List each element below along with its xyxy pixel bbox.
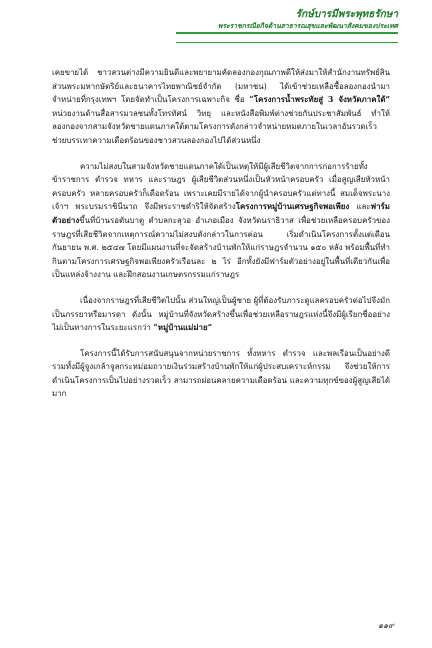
p3-widow-village: “หมู่บ้านแม่ม่าย” bbox=[153, 323, 213, 333]
p2-text-b: ขึ้นที่บ้านรอตันบาตู ตำบลกะลุวอ อำเภอเมือง จังหวัดนราธิวาส เพื่อช่วยเหลือครอบครัวของราษฎรที่เสียชีวิตจากเหตุการณ์ความไม่สงบดังกล่าวในการต่อน เริ่มดำเนินโครงการตั้งแต่เดือนกันยายน พ.ศ. ๒๕๔๗ โดยมีแผนงานที่จะจัดสร้างบ้านพักให้แก่ราษฎรจำนวน ๑๕๐ หลัง พร้อมพื้นที่ทำกินตามโครงการเศรษฐกิจพอเพียงครัวเรือนละ ๒ ไร่ อีกทั้งยังมีฟาร์มตัวอย่างอยู่ในพื้นที่เดียวกันเพื่อเป็นแหล่งจ้างงาน และฝึกสอนงานเกษตรกรรมแก่ราษฎร bbox=[52, 215, 390, 280]
p2-text-and: และ bbox=[349, 202, 371, 212]
header-rule-thin bbox=[176, 42, 398, 43]
header-rule bbox=[176, 32, 398, 34]
paragraph-1 bbox=[52, 66, 390, 148]
p4-text: โครงการนี้ได้รับการสนับสนุนจากหน่วยราชการ ทั้งทหาร ตำรวจ และพลเรือนเป็นอย่างดี รวมทั้งมีผู้จูงเกล้าจูลกระหม่อมถวายเงินร่วมสร้างบ้านพักให้แก่ผู้ประสบเคราะห์กรรม จึงช่วยให้การดำเนินโครงการเป็นไปอย่างรวดเร็ว สามารถผ่อนคลายความเดือดร้อน และความทุกข์ของผู้สูญเสียได้มาก bbox=[52, 348, 390, 399]
paragraph-3 bbox=[52, 294, 390, 335]
p3-text-a: เนื่องจากราษฎรที่เสียชีวิตไปนั้น ส่วนใหญ่เป็นผู้ชาย ผู้ที่ต้องรับภาระดูแลครอบครัวต่อไปจึงมักเป็นภรรยาหรือมารดา ดังนั้น หมู่บ้านที่จังหวัดสร้างขึ้นเพื่อช่วยเหลือราษฎรแห่งนี้จึงมีผู้เรียกชื่ออย่างไม่เป็นทางการในระยะแรกว่า bbox=[52, 295, 390, 333]
paragraph-4 bbox=[52, 347, 390, 401]
p2-model-farm: ฟาร์มตัวอย่าง bbox=[52, 202, 390, 225]
page-number: ๑๑๙ bbox=[377, 621, 394, 630]
body-text bbox=[52, 66, 390, 413]
header-subtitle: พระราชกรณียกิจด้านสาธารณสุขและพัฒนาสังคมของประเทศ bbox=[217, 22, 398, 30]
header-title: รักษ์บารมีพระพุทธรักษา bbox=[295, 9, 398, 20]
p2-village-project: โครงการหมู่บ้านเศรษฐกิจพอเพียง bbox=[235, 202, 350, 212]
page-header bbox=[108, 8, 398, 31]
p1-text-a: เคยขายได้ ชาวสวนต่างมีความยินดีและพยายามคัดลองกองกุณภาพดีให้ส่งมาให้สำนักงานทรัพย์สินส่วนพระมหากษัตริย์และธนาคารไทยพาณิชย์จำกัด (มหาชน) ได้เข้าช่วยเหลือซื้อลองกองนำมาจำหน่ายที่กรุงเทพฯ โดยจัดทำเป็นโครงการเฉพาะกิจ ชื่อ bbox=[52, 68, 390, 105]
paragraph-2 bbox=[52, 160, 390, 282]
p1-project-name: “โครงการน้ำพระทัยสู่ 3 จังหวัดภาคใต้” bbox=[249, 95, 390, 105]
p1-text-b: หน่วยงานด้านสื่อสารมวลชนทั้งโทรทัศน์ วิทยุ และหนังสือพิมพ์ต่างช่วยกันประชาสัมพันธ์ ทำให้ลองกองจากสามจังหวัดชายแดนภาคใต้ตามโครงการดังกล่าวจำหน่ายหมดภายในเวลาอันรวดเร็ว ช่วยบรรเทาความเดือดร้อนของชาวสวนลองกองไปได้ส่วนหนึ่ง bbox=[52, 108, 390, 145]
p2-text-a: ความไม่สงบในสามจังหวัดชายแดนภาคใต้เป็นเหตุให้มีผู้เสียชีวิตจากการก่อการร้ายทั้งข้าราชการ ตำรวจ ทหาร และราษฎร ผู้เสียชีวิตส่วนหนึ่งเป็นหัวหน้าครอบครัว เมื่อสูญเสียหัวหน้าครอบครัว หลายครอบครัวก็เดือดร้อน เพราะเคยมีรายได้จากผู้นำครอบครัวแต่ทางนี้ สมเด็จพระนางเจ้าฯ พระบรมราชินีนาถ จึงมีพระราชดำริให้จัดสร้าง bbox=[52, 161, 390, 212]
